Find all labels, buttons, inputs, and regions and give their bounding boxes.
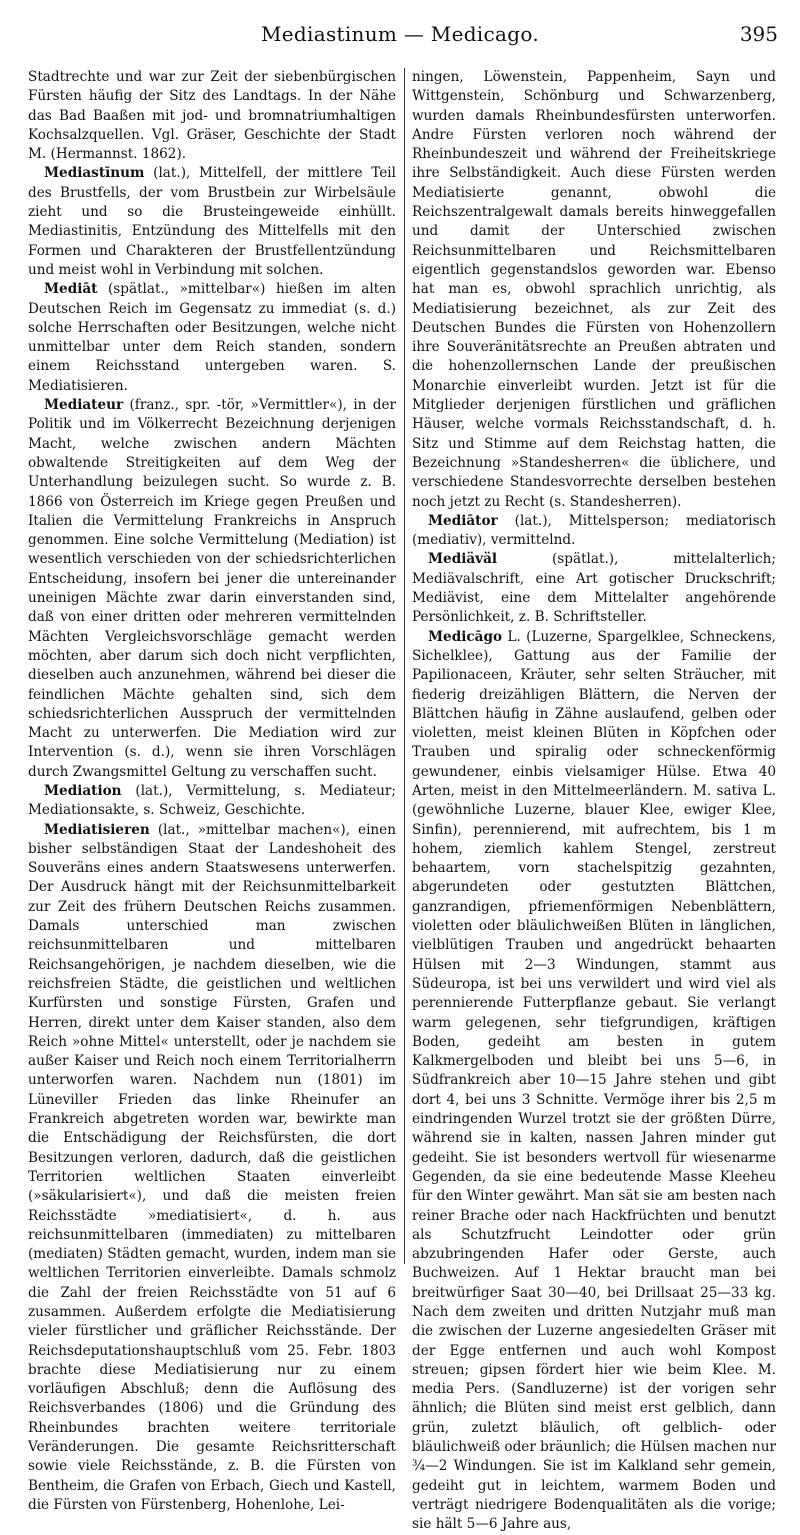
page-number: 395 [739, 22, 778, 46]
left-column [28, 68, 396, 1513]
headword: Mediastīnum [44, 165, 145, 182]
entry-mediatisieren [28, 821, 396, 1516]
entry-text: (lat.), Mittelsperson; mediatorisch (mediativ), vermittelnd. [412, 512, 776, 549]
headword: Mediāt [44, 281, 98, 298]
entry-text: (spätlat., »mittelbar«) hießen im alten Deutschen Reich im Gegensatz zu immediat (s. d.) solche Herrschaften oder Besitzungen, welche nicht unmittelbar unter dem Reich standen, sondern einem Reichsstand untergeben waren. S. Mediatisieren. [28, 281, 396, 394]
continuation-text: ningen, Löwenstein, Pappenheim, Sayn und Wittgenstein, Schönburg und Schwarzenberg, wurden damals Rheinbundesfürsten unterworfen. Andre Fürsten verloren noch während der Rheinbundeszeit und während der Freiheitskriege ihre Selbständigkeit. Auch diese Fürsten werden Mediatisierte genannt, obwohl die Reichszentralgewalt damals bereits hinweggefallen und damit der Unterschied zwischen Reichsunmittelbaren und Reichsmittelbaren eigentlich gegenstandslos geworden war. Ebenso hat man es, obwohl sprachlich unrichtig, als Mediatisierung bezeichnet, als zur Zeit des Deutschen Bundes die Fürsten von Hohenzollern ihre Souveränitätsrechte an Preußen abtraten und die hohenzollernschen Lande der preußischen Monarchie einverleibt wurden. Jetzt ist für die Mitglieder derjenigen fürstlichen und gräflichen Häuser, welche vormals Reichsstandschaft, d. h. Sitz und Stimme auf dem Reichstag hatten, die Bezeichnung »Standesherren« die üblichere, und verschiedene Standesvorrechte derselben bestehen noch jetzt zu Recht (s. Standesherren). [412, 69, 776, 510]
entry-mediator [412, 512, 776, 551]
entry-text: (spätlat.), mittelalterlich; Mediävalschrift, eine Art gotischer Druckschrift; Mediävist, eine dem Mittelalter angehörende Persönlichkeit, z. B. Schriftsteller. [412, 551, 777, 626]
entry-mediation [28, 782, 396, 821]
entry-medicago [412, 628, 776, 1535]
entry-text: (lat.), Mittelfell, der mittlere Teil des Brustfells, der vom Brustbein zur Wirbelsäule zieht und so die Brusteingeweide einhüllt. Mediastinitis, Entzündung des Mittelfells mit den Formen und Charakteren der Brustfellentzündung und meist wohl in Verbindung mit solchen. [28, 165, 396, 278]
column-divider [404, 68, 405, 1264]
entry-text: (lat., »mittelbar machen«), einen bisher selbständigen Staat der Landeshoheit des Souveräns eines andern Staatswesens unterwerfen. Der Ausdruck hängt mit der Reichsunmittelbarkeit zur Zeit des frühern Deutschen Reichs zusammen. Damals unterschied man zwischen reichsunmittelbaren und mittelbaren Reichsangehörigen, je nachdem dieselben, wie die reichsfreien Städte, die geistlichen und weltlichen Kurfürsten und sonstige Fürsten, Grafen und Herren, direkt unter dem Kaiser standen, also dem Reich »ohne Mittel« unterstellt, oder je nachdem sie außer Kaiser und Reich noch einem Territorialherrn unterworfen waren. Nachdem nun (1801) im Lüneviller Frieden das linke Rheinufer an Frankreich abgetreten worden war, bewirkte man die Entschädigung der Reichsfürsten, die dort Besitzungen verloren, dadurch, daß die geistlichen Territorien weltlichen Staaten einverleibt (»säkularisiert«), und daß die meisten freien Reichsstädte »mediatisiert«, d. h. aus reichsunmittelbaren (immediaten) zu mittelbaren (mediaten) Städten gemacht, wurden, indem man sie weltlichen Territorien einverleibte. Damals schmolz die Zahl der freien Reichsstädte von 51 auf 6 zusammen. Außerdem erfolgte die Mediatisierung vieler fürstlicher und gräflicher Reichsstände. Der Reichsdeputationshauptschluß vom 25. Febr. 1803 brachte diese Mediatisierung nur zu einem vorläufigen Abschluß; denn die Auflösung des Reichsverbandes (1806) und die Gründung des Rheinbundes brachten weitere territoriale Veränderungen. Die gesamte Reichsritterschaft sowie viele Reichsstände, z. B. die Fürsten von Bentheim, die Grafen von Erbach, Giech und Kastell, die Fürsten von Fürstenberg, Hohenlohe, Lei- [28, 821, 396, 1513]
page-header [0, 22, 800, 52]
entry-text: (lat.), Vermittelung, s. Mediateur; Mediationsakte, s. Schweiz, Geschichte. [28, 782, 396, 819]
headword: Medicāgo [428, 628, 503, 645]
entry-text: (franz., spr. -tör, »Vermittler«), in der Politik und im Völkerrecht Bezeichnung derjenigen Macht, welche zwischen andern Mächten obwaltende Streitigkeiten auf dem Weg der Unterhandlung beizulegen sucht. So wurde z. B. 1866 von Österreich im Kriege gegen Preußen und Italien die Vermittelung Frankreichs in Anspruch genommen. Eine solche Vermittelung (Mediation) ist wesentlich verschieden von der schiedsrichterlichen Entscheidung, insofern bei jener die untereinander uneinigen Mächte zwar darin einverstanden sind, daß von einer dritten oder mehreren vermittelnden Mächten Vergleichsvorschläge gemacht werden möchten, aber darum sich doch nicht verpflichten, dieselben auch anzunehmen, während bei dieser die feindlichen Mächte gehalten sind, sich dem schiedsrichterlichen Ausspruch der vermittelnden Macht zu unterwerfen. Die Mediation wird zur Intervention (s. d.), wenn sie ihren Vorschlägen durch Zwangsmittel Geltung zu verschaffen sucht. [28, 397, 396, 780]
running-title: Mediastinum — Medicago. [261, 22, 539, 46]
headword: Mediatisieren [44, 821, 150, 838]
right-column [412, 68, 777, 1533]
continuation-text: Stadtrechte und war zur Zeit der siebenbürgischen Fürsten häufig der Sitz des Landtags. In der Nähe das Bad Baaßen mit jod- und bromnatriumhaltigen Kochsalzquellen. Vgl. Gräser, Geschichte der Stadt M. (Hermannst. 1862). [28, 69, 396, 163]
headword: Mediation [44, 782, 122, 799]
headword: Mediātor [428, 512, 498, 529]
entry-mediastinum [28, 164, 396, 280]
headword: Mediäväl [428, 551, 498, 568]
entry-text: L. (Luzerne, Spargelklee, Schneckens, Sichelklee), Gattung aus der Familie der Papilionaceen, Kräuter, sehr selten Sträucher, mit fiederig dreizähligen Blättern, die Nerven der Blättchen häufig in Zähne auslaufend, gelben oder violetten, meist kleinen Blüten in Köpfchen oder Trauben und spiralig oder schneckenförmig gewundener, einbis vielsamiger Hülse. Etwa 40 Arten, meist in den Mittelmeerländern. M. sativa L. (gewöhnliche Luzerne, blauer Klee, ewiger Klee, Sinfin), perennierend, mit aufrechtem, bis 1 m hohem, ziemlich kahlem Stengel, zerstreut behaartem, vorn stachelspitzig gezahnten, abgerundeten oder gestutzten Blättchen, ganzrandigen, pfriemenförmigen Nebenblättern, violetten oder bläulichweißen Blüten in länglichen, vielblütigen Trauben und angedrückt behaarten Hülsen mit 2—3 Windungen, stammt aus Südeuropa, ist bei uns verwildert und wird viel als perennierende Futterpflanze gebaut. Sie verlangt warm gelegenen, sehr tiefgrundigen, kräftigen Boden, gedeiht am besten in gutem Kalkmergelboden und bleibt bei uns 5—6, in Südfrankreich aber 10—15 Jahre stehen und gibt dort 4, bei uns 3 Schnitte. Vermöge ihrer bis 2,5 m eindringenden Wurzel trotzt sie der größten Dürre, während sie in kalten, nassen Jahren minder gut gedeiht. Sie ist besonders wertvoll für wiesenarme Gegenden, da sie eine bedeutende Masse Kleeheu für den Winter gewährt. Man sät sie am besten nach reiner Brache oder nach Hackfrüchten und benutzt als Schutzfrucht Leindotter oder grün abzubringenden Hafer oder Gerste, auch Buchweizen. Auf 1 Hektar braucht man bei breitwürfiger Saat 30—40, bei Drillsaat 25—33 kg. Nach dem zweiten und dritten Nutzjahr muß man die zwischen der Luzerne angesiedelten Gräser mit der Egge entfernen und auch wohl Kompost streuen; gipsen fördert hier wie beim Klee. M. media Pers. (Sandluzerne) ist der vorigen sehr ähnlich; die Blüten sind meist erst gelblich, dann grün, zuletzt bläulich, oft gelblich- oder bläulichweiß oder bräunlich; die Hülsen machen nur ¾—2 Windungen. Sie ist im Kalkland sehr gemein, gedeiht gut in leichtem, warmem Boden und verträgt niedrigere Bodenqualitäten als die vorige; sie hält 5—6 Jahre aus, [412, 628, 777, 1533]
headword: Mediateur [44, 397, 124, 414]
entry-mediateur [28, 396, 396, 782]
entry-medieval [412, 550, 776, 627]
entry-mediat [28, 280, 396, 396]
